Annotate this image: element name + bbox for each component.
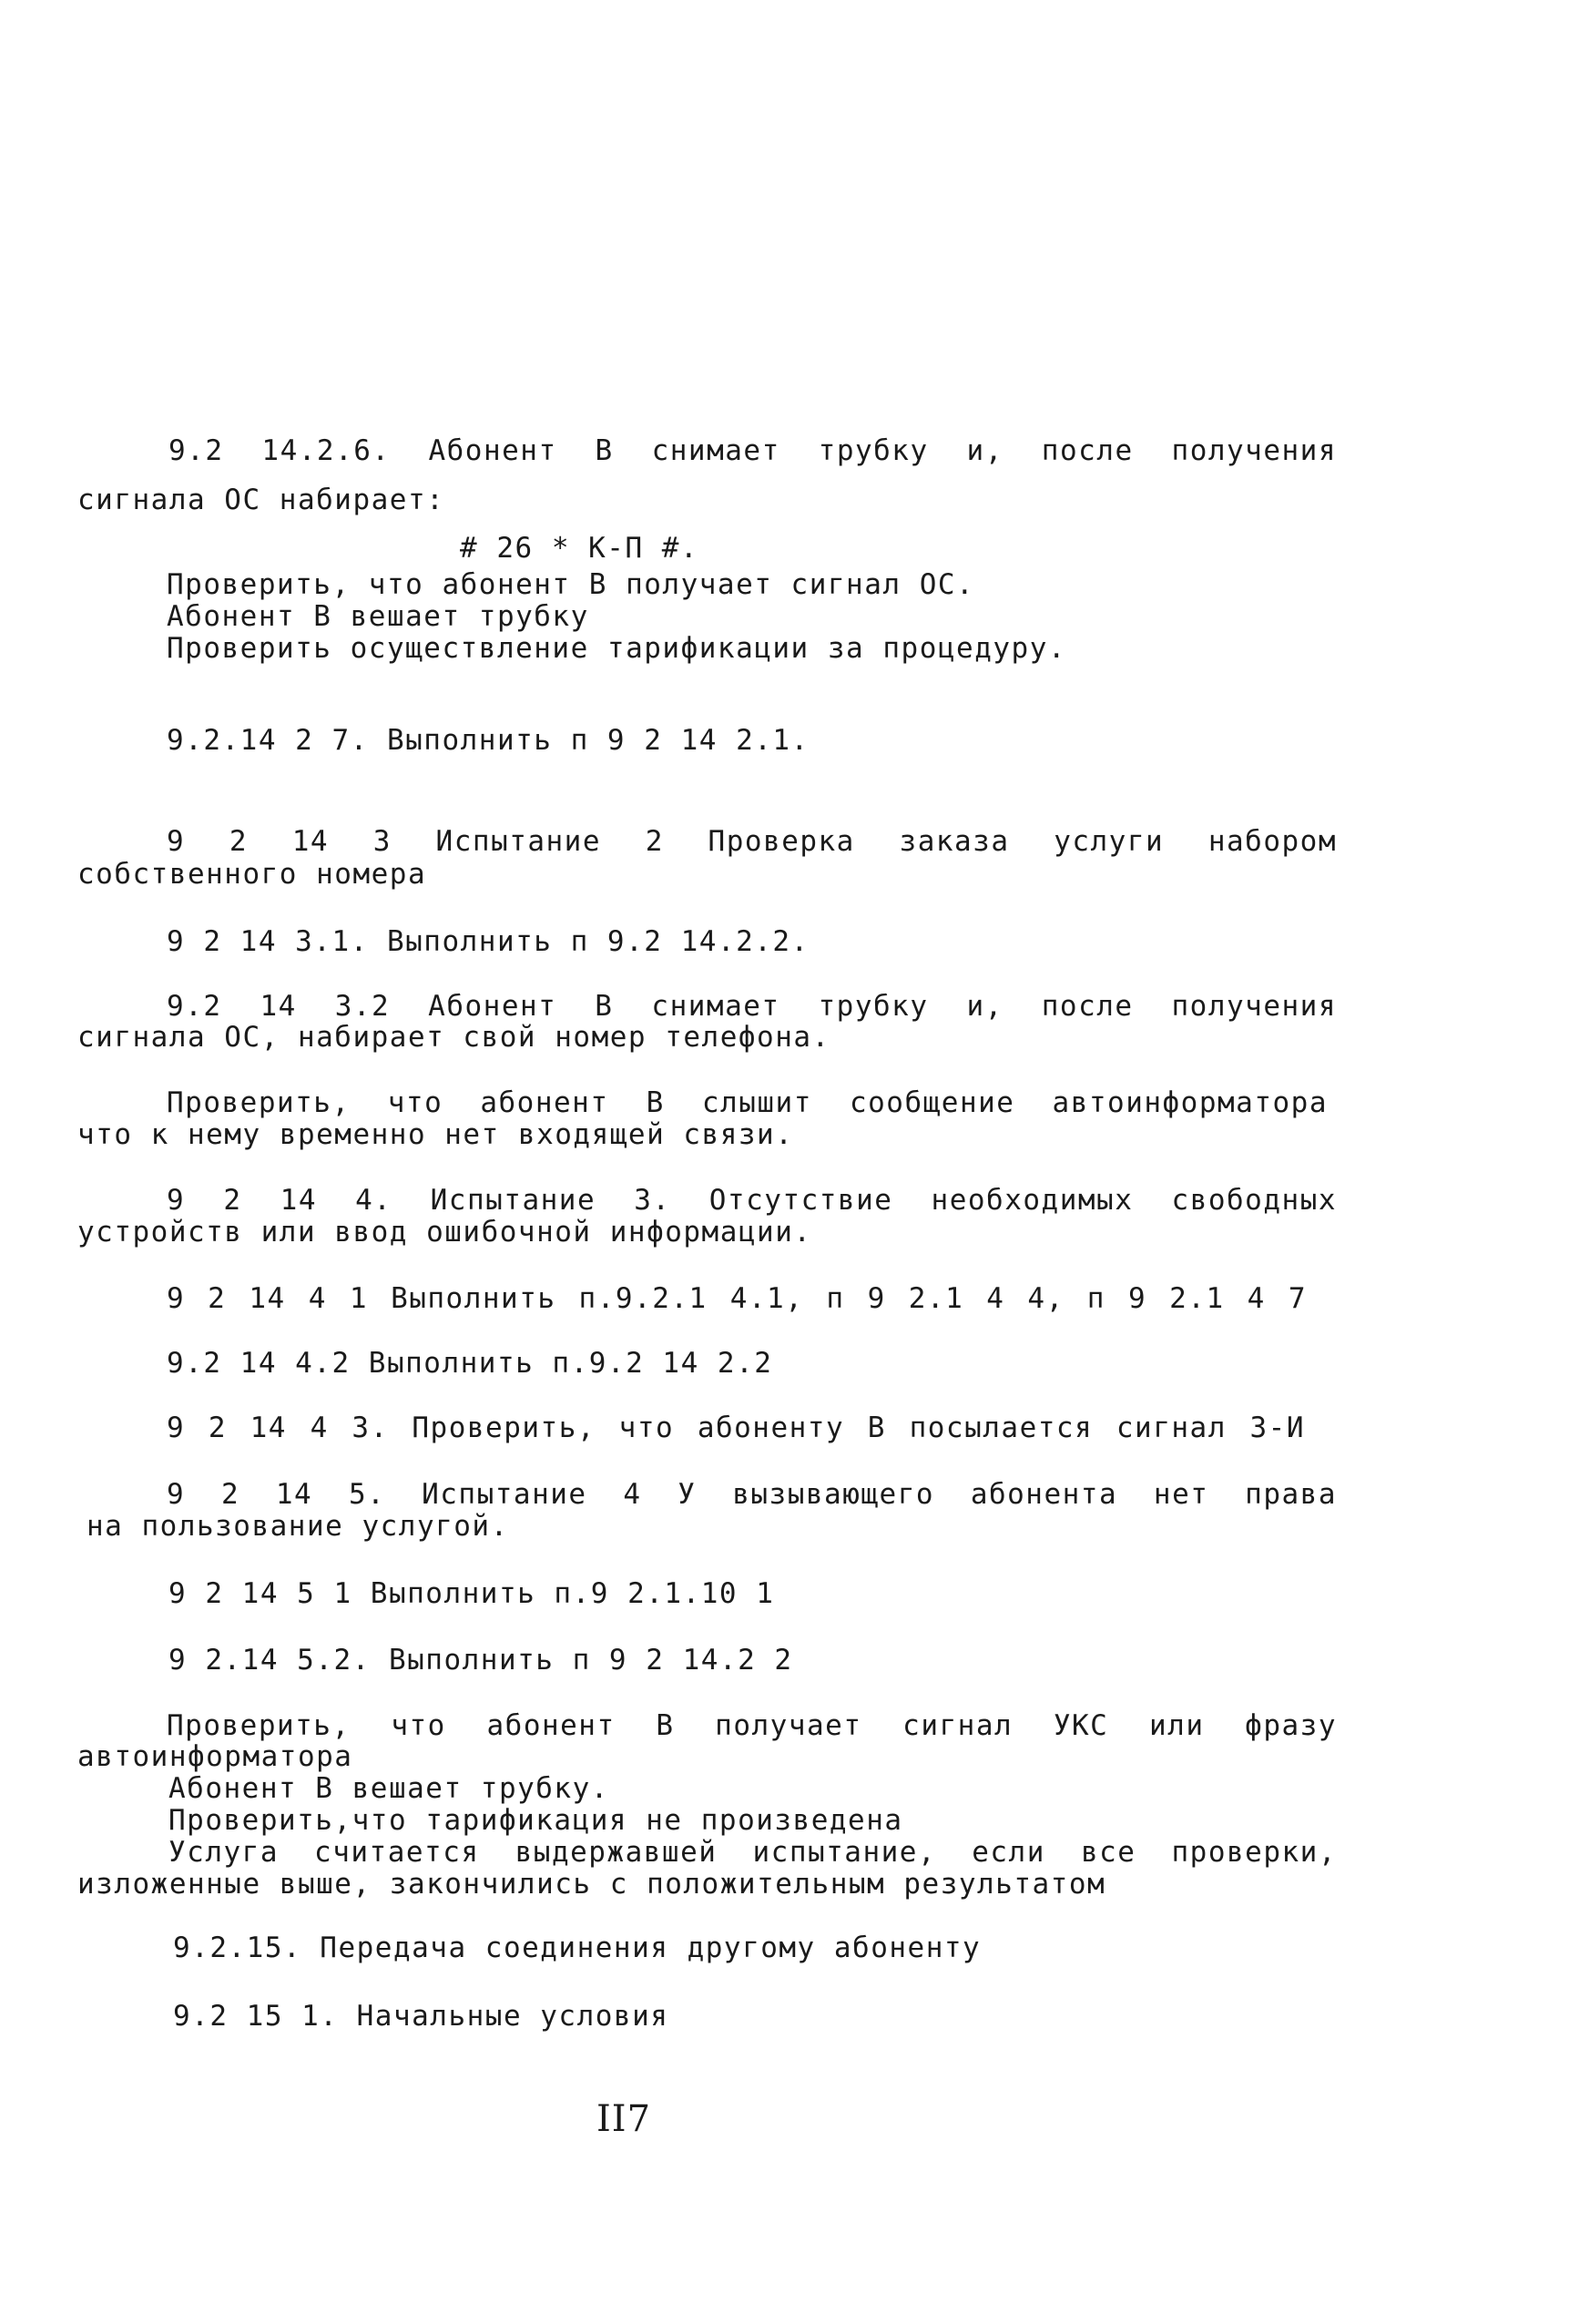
text-line: на пользование услугой. [87, 1510, 509, 1543]
text-line: 9.2 14.2.6. Абонент В снимает трубку и, после получения [168, 434, 1337, 467]
text-line: 9.2 15 1. Начальные условия [173, 2000, 669, 2033]
text-line: устройств или ввод ошибочной информации. [77, 1216, 812, 1249]
text-line: 9 2 14 3.1. Выполнить п 9.2 14.2.2. [167, 925, 810, 958]
text-line: 9.2.14 2 7. Выполнить п 9 2 14 2.1. [167, 724, 810, 757]
text-line: 9 2.14 5.2. Выполнить п 9 2 14.2 2 [168, 1644, 793, 1677]
text-line: 9 2 14 4 3. Проверить, что абоненту В посылается сигнал З-И [167, 1412, 1305, 1444]
text-line: 9.2 14 4.2 Выполнить п.9.2 14 2.2 [167, 1347, 773, 1380]
text-line: # 26 * К-П #. [460, 532, 699, 565]
text-line: 9 2 14 3 Испытание 2 Проверка заказа услуги набором [167, 825, 1337, 858]
page-number: II7 [596, 2098, 652, 2140]
text-line: 9 2 14 4 1 Выполнить п.9.2.1 4.1, п 9 2.1 4 4, п 9 2.1 4 7 [167, 1282, 1307, 1315]
text-line: что к нему временно нет входящей связи. [77, 1118, 794, 1151]
text-line: Проверить,что тарификация не произведена [168, 1804, 903, 1837]
text-line: 9.2.15. Передача соединения другому абоненту [173, 1932, 982, 1964]
text-line: Проверить, что абонент В получает сигнал ОС. [167, 568, 975, 601]
text-line: Абонент В вешает трубку [167, 600, 589, 633]
text-line: 9 2 14 5. Испытание 4 У вызывающего абонента нет права [167, 1478, 1337, 1511]
text-line: собственного номера [77, 858, 427, 891]
text-line: 9 2 14 4. Испытание 3. Отсутствие необходимых свободных [167, 1184, 1337, 1217]
text-line: изложенные выше, закончились с положительным результатом [77, 1868, 1106, 1901]
text-line: сигнала ОС набирает: [77, 484, 445, 516]
text-line: Абонент В вешает трубку. [168, 1772, 609, 1805]
text-line: сигнала ОС, набирает свой номер телефона. [77, 1021, 830, 1054]
text-line: Проверить осуществление тарификации за процедуру. [167, 632, 1067, 665]
text-line: Проверить, что абонент В получает сигнал УКС или фразу [167, 1709, 1337, 1742]
text-line: 9.2 14 3.2 Абонент В снимает трубку и, после получения [167, 990, 1337, 1023]
text-line: Проверить, что абонент В слышит сообщение автоинформатора [167, 1086, 1328, 1119]
text-line: Услуга считается выдержавшей испытание, если все проверки, [168, 1836, 1337, 1869]
text-line: 9 2 14 5 1 Выполнить п.9 2.1.10 1 [168, 1577, 775, 1610]
text-line: автоинформатора [77, 1740, 353, 1773]
